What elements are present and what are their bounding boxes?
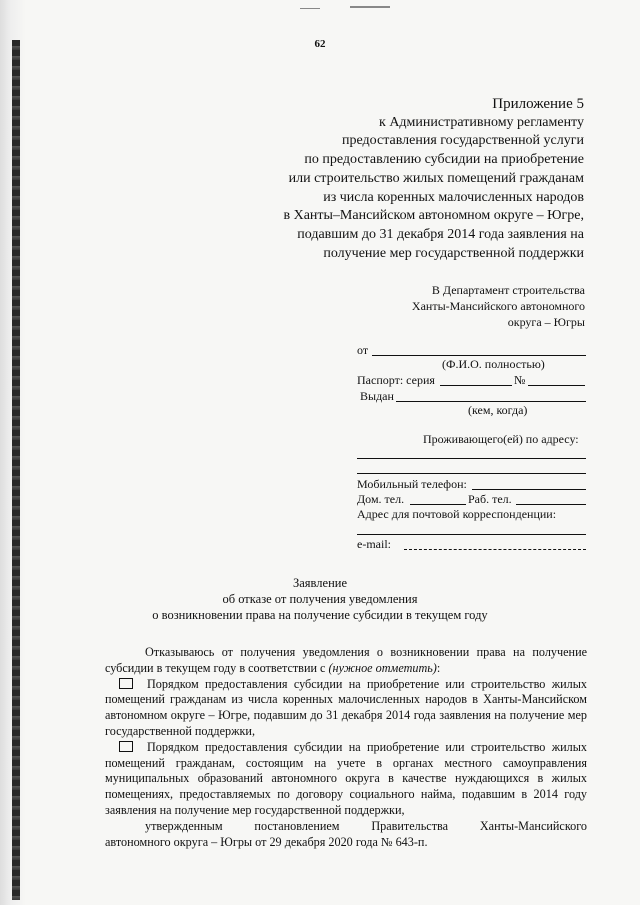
option-1-checkbox[interactable]: [119, 678, 133, 689]
intro-text: Отказываюсь от получения уведомления о возникновении права на получение субсидии в текущем году в соответствии с: [105, 645, 587, 675]
passport-label: Паспорт: серия: [357, 373, 435, 387]
fio-hint: (Ф.И.О. полностью): [442, 357, 545, 371]
scan-speck: [350, 6, 390, 8]
intro-paragraph: [105, 645, 587, 677]
addressee-block: [412, 282, 585, 330]
appendix-line: из числа коренных малочисленных народов: [323, 189, 584, 205]
appendix-header: [283, 95, 584, 263]
title-line: о возникновении права на получение субсидии в текущем году: [152, 608, 488, 622]
appendix-line: по предоставлению субсидии на приобретение: [304, 152, 584, 168]
scan-binding-strip: [12, 40, 20, 900]
intro-note: (нужное отметить): [328, 660, 437, 675]
work-phone-field[interactable]: [516, 492, 586, 505]
passport-number-label: №: [514, 373, 526, 387]
address-field-1[interactable]: [357, 446, 586, 459]
postal-address-field[interactable]: [357, 522, 586, 535]
appendix-line: предоставления государственной услуги: [342, 133, 584, 149]
appendix-line: к Административному регламенту: [379, 114, 584, 130]
option-2: [105, 740, 587, 819]
approved-line: [105, 819, 587, 835]
approved-word: Ханты-Мансийского: [479, 818, 587, 833]
appendix-line: получение мер государственной поддержки: [323, 245, 584, 261]
passport-series-field[interactable]: [440, 373, 512, 386]
residence-label: Проживающего(ей) по адресу:: [423, 432, 579, 446]
appendix-line: в Ханты–Мансийском автономном округе – Югре,: [283, 208, 584, 224]
addressee-line: В Департамент строительства: [431, 283, 585, 297]
postal-address-label: Адрес для почтовой корреспонденции:: [357, 507, 557, 521]
appendix-line: Приложение 5: [492, 96, 584, 112]
option-2-text: Порядком предоставления субсидии на приобретение или строительство жилых помещений гражданам, состоящим на учете в органах местного самоуправления муниципальных образований автономного округа в качестве нуждающихся в жилых помещениях, предоставляемых по договору социального найма, подавшим в 2014 году заявления на получение мер государственной поддержки,: [105, 739, 587, 817]
home-phone-field[interactable]: [410, 492, 466, 505]
issued-label: Выдан: [360, 389, 394, 403]
issued-hint: (кем, когда): [468, 403, 528, 417]
passport-number-field[interactable]: [528, 373, 585, 386]
appendix-line: подавшим до 31 декабря 2014 года заявления на: [297, 226, 584, 242]
option-1: [105, 677, 587, 740]
from-label: от: [357, 343, 369, 357]
approved-rest: автономного округа – Югры от 29 декабря 2020 года № 643-п.: [105, 834, 428, 849]
intro-colon: :: [436, 660, 441, 675]
addressee-line: округа – Югры: [507, 315, 585, 329]
work-phone-label: Раб. тел.: [468, 492, 512, 506]
approved-word: постановлением: [254, 818, 340, 833]
approved-word: утвержденным: [145, 818, 223, 833]
mobile-field[interactable]: [472, 477, 586, 490]
scan-speck: [300, 8, 320, 9]
statement-body: [105, 645, 587, 850]
title-line: об отказе от получения уведомления: [222, 592, 418, 606]
home-phone-label: Дом. тел.: [357, 492, 405, 506]
option-2-checkbox[interactable]: [119, 741, 133, 752]
email-field[interactable]: [404, 537, 586, 550]
title-line: Заявление: [292, 576, 347, 590]
mobile-label: Мобильный телефон:: [357, 477, 467, 491]
address-field-2[interactable]: [357, 461, 586, 474]
fio-field[interactable]: [372, 343, 586, 356]
option-1-text: Порядком предоставления субсидии на приобретение или строительство жилых помещений гражданам из числа коренных малочисленных народов в Ханты-Мансийском автономном округе – Югре, подавшим до 31 декабря 2014 года заявления на получение мер государственной поддержки,: [105, 676, 587, 738]
issued-field[interactable]: [396, 389, 586, 402]
addressee-line: Ханты-Мансийского автономного: [411, 299, 585, 313]
approved-word: Правительства: [371, 818, 449, 833]
email-label: e-mail:: [357, 537, 391, 551]
appendix-line: или строительство жилых помещений гражданам: [288, 170, 584, 186]
page-number: 62: [314, 38, 326, 50]
document-title: [0, 575, 640, 623]
